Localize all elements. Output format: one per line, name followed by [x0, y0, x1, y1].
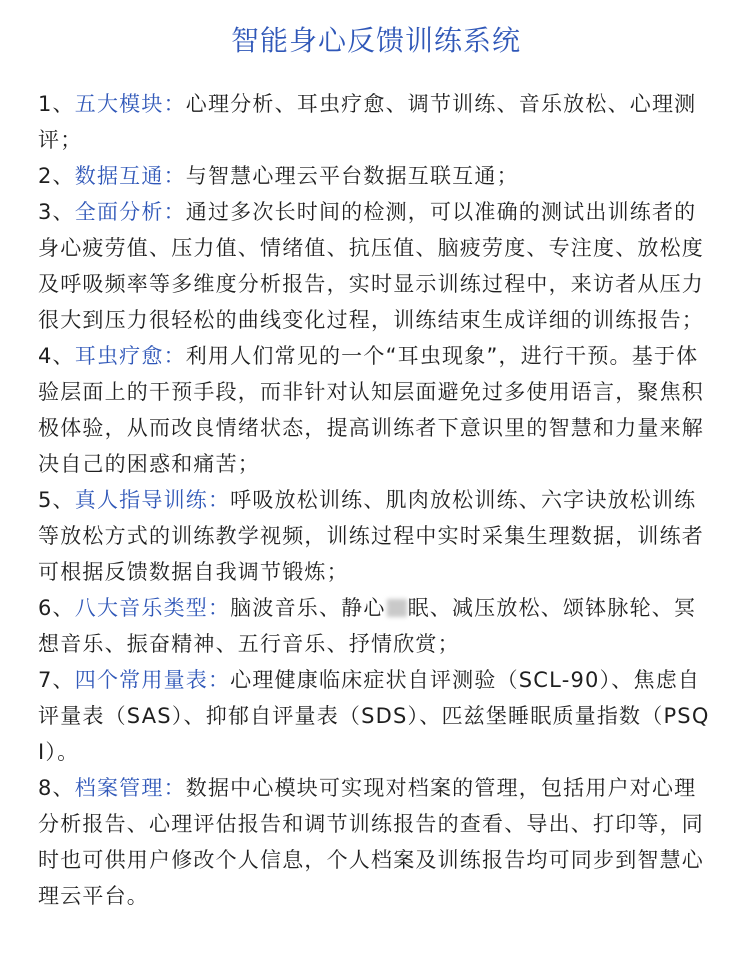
feature-item-1 [38, 86, 714, 158]
item-text: 数据中心模块可实现对档案的管理，包括用户对心理分析报告、心理评估报告和调节训练报告的查看、导出、打印等，同时也可供用户修改个人信息，个人档案及训练报告均可同步到智慧心理云平台。 [38, 776, 704, 908]
item-text: 通过多次长时间的检测，可以准确的测试出训练者的身心疲劳值、压力值、情绪值、抗压值、脑疲劳度、专注度、放松度及呼吸频率等多维度分析报告，实时显示训练过程中，来访者从压力很大到压力很轻松的曲线变化过程，训练结束生成详细的训练报告； [38, 200, 704, 332]
feature-item-7 [38, 662, 714, 770]
item-text-after-blur: 眠、减压放松、颂钵脉轮、冥想音乐、振奋精神、五行音乐、抒情欣赏； [38, 596, 697, 656]
item-label: 耳虫疗愈： [74, 344, 186, 368]
item-text: 心理健康临床症状自评测验（SCL-90）、焦虑自评量表（SAS）、抑郁自评量表（SDS）、匹兹堡睡眠质量指数（PSQI）。 [38, 668, 710, 764]
feature-item-6 [38, 590, 714, 662]
item-label: 八大音乐类型： [74, 596, 231, 620]
item-text: 利用人们常见的一个“耳虫现象”，进行干预。基于体验层面上的干预手段，而非针对认知层面避免过多使用语言，聚焦积极体验，从而改良情绪状态，提高训练者下意识里的智慧和力量来解决自己的困惑和痛苦； [38, 344, 704, 476]
page-title: 智能身心反馈训练系统 [230, 24, 521, 57]
item-number: 8、 [38, 776, 75, 800]
item-label: 四个常用量表： [74, 668, 231, 692]
feature-item-8 [38, 770, 714, 914]
item-label: 档案管理： [74, 776, 186, 800]
item-text: 与智慧心理云平台数据互联互通； [185, 164, 519, 188]
item-text: 呼吸放松训练、肌肉放松训练、六字诀放松训练等放松方式的训练教学视频，训练过程中实时采集生理数据，训练者可根据反馈数据自我调节锻炼； [38, 488, 704, 584]
item-number: 4、 [38, 344, 75, 368]
item-label: 五大模块： [74, 92, 186, 116]
item-number: 2、 [38, 164, 75, 188]
blurred-character [387, 599, 407, 617]
item-label: 全面分析： [74, 200, 186, 224]
feature-item-4 [38, 338, 714, 482]
item-number: 5、 [38, 488, 75, 512]
item-text: 心理分析、耳虫疗愈、调节训练、音乐放松、心理测评； [38, 92, 697, 152]
item-number: 7、 [38, 668, 75, 692]
item-number: 1、 [38, 92, 75, 116]
feature-item-2 [38, 158, 714, 194]
feature-item-3 [38, 194, 714, 338]
feature-item-5 [38, 482, 714, 590]
item-label: 数据互通： [74, 164, 186, 188]
item-number: 3、 [38, 200, 75, 224]
item-text-before-blur: 脑波音乐、静心 [230, 596, 386, 620]
item-label: 真人指导训练： [74, 488, 231, 512]
item-number: 6、 [38, 596, 75, 620]
